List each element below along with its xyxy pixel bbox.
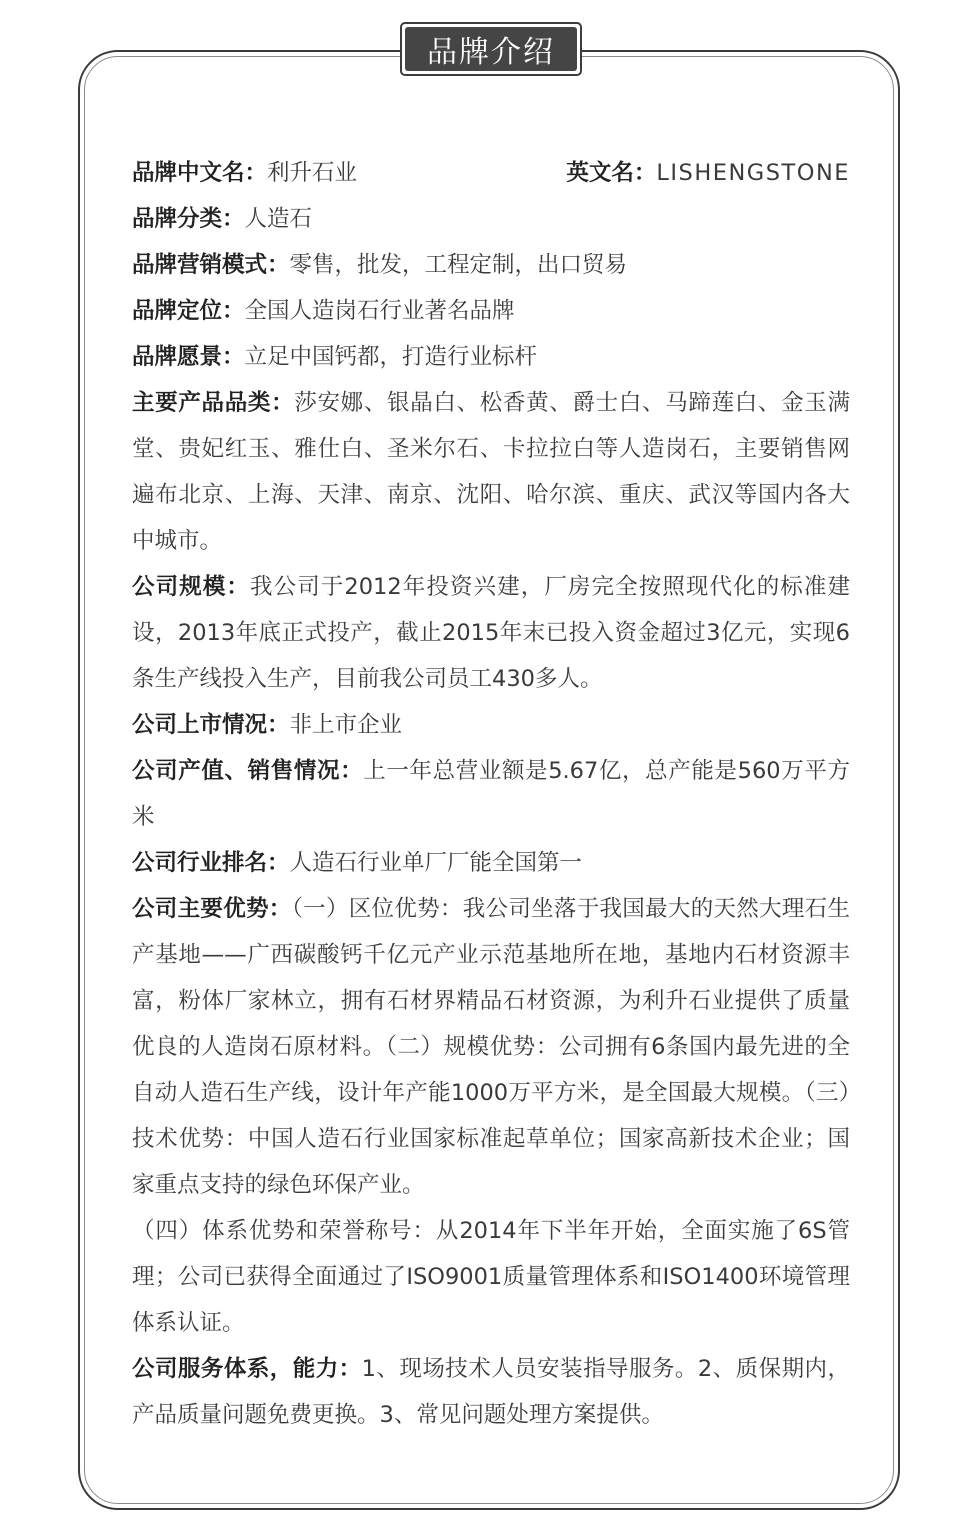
products-label: 主要产品品类： [132, 390, 295, 416]
scale-row [132, 564, 850, 702]
output-value: 上一年总营业额是5.67亿，总产能是560万平方米 [132, 758, 850, 830]
scale-label: 公司规模： [132, 574, 250, 600]
page-title: 品牌介绍 [405, 27, 577, 71]
vision-label: 品牌愿景： [132, 344, 245, 370]
service-row [132, 1346, 850, 1438]
advantages-row [132, 886, 850, 1208]
ranking-row [132, 840, 850, 886]
positioning-row [132, 288, 850, 334]
positioning-label: 品牌定位： [132, 298, 245, 324]
advantages-value-2: （四）体系优势和荣誉称号：从2014年下半年开始，全面实施了6S管理；公司已获得全面通过了ISO9001质量管理体系和ISO1400环境管理体系认证。 [132, 1218, 850, 1336]
name-row [132, 150, 850, 196]
brand-info-content [132, 150, 850, 1438]
output-label: 公司产值、销售情况： [132, 758, 364, 784]
service-value: 1、现场技术人员安装指导服务。2、质保期内，产品质量问题免费更换。3、常见问题处理方案提供。 [132, 1356, 850, 1428]
advantages-value: （一）区位优势：我公司坐落于我国最大的天然大理石生产基地——广西碳酸钙千亿元产业示范基地所在地，基地内石材资源丰富，粉体厂家林立，拥有石材界精品石材资源，为利升石业提供了质量优良的人造岗石原材料。（二）规模优势：公司拥有6条国内最先进的全自动人造石生产线，设计年产能1000万平方米，是全国最大规模。（三）技术优势：中国人造石行业国家标准起草单位；国家高新技术企业；国家重点支持的绿色环保产业。 [132, 896, 850, 1198]
listing-label: 公司上市情况： [132, 712, 290, 738]
en-name-value: LISHENGSTONE [656, 160, 850, 186]
category-value: 人造石 [244, 206, 313, 232]
advantages-row-2 [132, 1208, 850, 1346]
category-label: 品牌分类： [132, 206, 245, 232]
vision-row [132, 334, 850, 380]
title-badge [400, 22, 582, 76]
marketing-value: 零售，批发，工程定制，出口贸易 [289, 252, 628, 278]
category-row [132, 196, 850, 242]
products-value: 莎安娜、银晶白、松香黄、爵士白、马蹄莲白、金玉满堂、贵妃红玉、雅仕白、圣米尔石、卡拉拉白等人造岗石，主要销售网遍布北京、上海、天津、南京、沈阳、哈尔滨、重庆、武汉等国内各大中城市。 [132, 390, 850, 554]
marketing-label: 品牌营销模式： [132, 252, 290, 278]
en-name-label: 英文名： [566, 160, 657, 186]
cn-name-field [132, 150, 357, 196]
advantages-label: 公司主要优势： [132, 896, 292, 922]
marketing-row [132, 242, 850, 288]
service-label: 公司服务体系，能力： [132, 1356, 362, 1382]
positioning-value: 全国人造岗石行业著名品牌 [244, 298, 515, 324]
listing-value: 非上市企业 [289, 712, 403, 738]
ranking-value: 人造石行业单厂厂能全国第一 [289, 850, 583, 876]
listing-row [132, 702, 850, 748]
output-row [132, 748, 850, 840]
en-name-field [566, 150, 850, 196]
vision-value: 立足中国钙都，打造行业标杆 [244, 344, 538, 370]
cn-name-label: 品牌中文名： [132, 160, 268, 186]
products-row [132, 380, 850, 564]
scale-value: 我公司于2012年投资兴建，厂房完全按照现代化的标准建设，2013年底正式投产，截止2015年末已投入资金超过3亿元，实现6条生产线投入生产，目前我公司员工430多人。 [132, 574, 850, 692]
ranking-label: 公司行业排名： [132, 850, 290, 876]
cn-name-value: 利升石业 [267, 160, 358, 186]
